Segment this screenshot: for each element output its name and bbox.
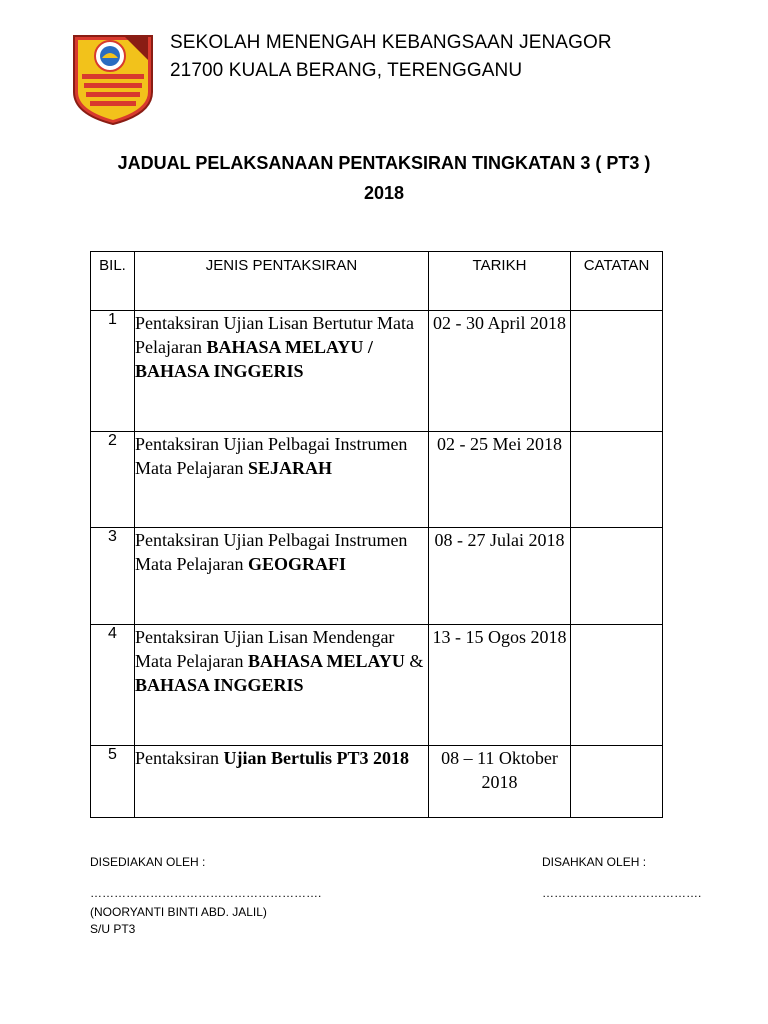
verified-by-signature-line: …………………………………. [542,886,702,900]
jenis-text: Pentaksiran Ujian Pelbagai Instrumen Mata Pelajaran [135,530,408,574]
cell-catatan [571,432,663,528]
jenis-subject: BAHASA MELAYU [247,651,405,671]
document-title [60,148,708,208]
jenis-conjunction: & [404,651,424,671]
title-line-2: 2018 [363,183,405,203]
header-tarikh: TARIKH [429,252,571,311]
cell-jenis [135,625,429,746]
schedule-table [90,251,663,818]
table-row [91,625,663,746]
table-row [91,311,663,432]
cell-bil: 2 [91,432,135,528]
prepared-by-name: (NOORYANTI BINTI ABD. JALIL) [90,905,267,919]
school-address: 21700 KUALA BERANG, TERENGGANU [170,60,523,81]
school-name: SEKOLAH MENENGAH KEBANGSAAN JENAGOR [170,32,612,53]
cell-jenis [135,528,429,625]
prepared-by-label: DISEDIAKAN OLEH : [90,855,206,869]
jenis-subject: BAHASA MELAYU / BAHASA INGGERIS [135,337,373,381]
table-row [91,528,663,625]
jenis-subject-2: BAHASA INGGERIS [135,675,304,695]
jenis-text: Pentaksiran [135,748,224,768]
jenis-text: Pentaksiran Ujian Lisan Mendengar Mata Pelajaran [135,627,395,671]
cell-tarikh: 02 - 30 April 2018 [429,311,571,432]
jenis-text: Pentaksiran Ujian Pelbagai Instrumen Mata Pelajaran [135,434,408,478]
table-row [91,746,663,818]
cell-catatan [571,311,663,432]
cell-catatan [571,625,663,746]
header-catatan: CATATAN [571,252,663,311]
cell-catatan [571,746,663,818]
cell-jenis [135,432,429,528]
table-header-row [91,252,663,311]
jenis-text: Pentaksiran Ujian Lisan Bertutur Mata Pelajaran [135,313,414,357]
title-line-1: JADUAL PELAKSANAAN PENTAKSIRAN TINGKATAN 3 ( PT3 ) [117,153,651,173]
table-row [91,432,663,528]
prepared-by-role: S/U PT3 [90,922,136,936]
cell-tarikh: 08 - 27 Julai 2018 [429,528,571,625]
jenis-subject: GEOGRAFI [247,554,346,574]
cell-bil: 1 [91,311,135,432]
jenis-subject: SEJARAH [247,458,332,478]
verified-by-label: DISAHKAN OLEH : [542,855,647,869]
school-crest-icon [68,30,158,126]
cell-bil: 3 [91,528,135,625]
cell-tarikh: 13 - 15 Ogos 2018 [429,625,571,746]
jenis-subject: Ujian Bertulis PT3 2018 [223,748,409,768]
cell-tarikh: 02 - 25 Mei 2018 [429,432,571,528]
cell-bil: 4 [91,625,135,746]
cell-bil: 5 [91,746,135,818]
prepared-by-signature-line: …………………………………………………. [90,886,322,900]
cell-tarikh: 08 – 11 Oktober 2018 [429,746,571,818]
header-bil: BIL. [91,252,135,311]
header-jenis-pentaksiran: JENIS PENTAKSIRAN [135,252,429,311]
cell-jenis [135,746,429,818]
cell-jenis [135,311,429,432]
cell-catatan [571,528,663,625]
